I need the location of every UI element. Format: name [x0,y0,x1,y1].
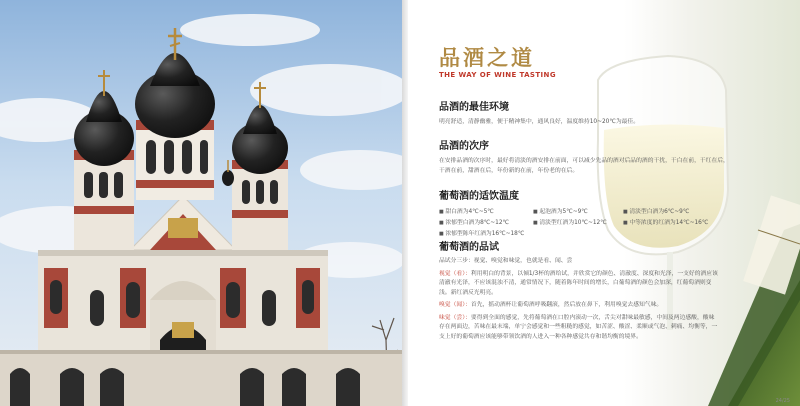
tasting-step-smell [439,301,719,311]
step-label: 嗅觉（闻）： [439,302,471,308]
step-label: 味觉（尝）： [439,314,471,321]
wine-tasting-page [408,0,800,406]
page-title: 品酒之道 [439,45,535,70]
temperature-item: ■ 甜白酒为4℃~5℃ [439,206,531,215]
temperature-item: ■ 浓郁型陈年红酒为16℃~18℃ [439,228,531,237]
section-text: 在安排品酒的次序时，最好将清淡的酒安排在前面，可以减少先品的酒对后品的酒的干扰，干白在前，干红在后，干酒在前，甜酒在后，年份新的在前，年份老的在后。 [439,158,729,174]
section-heading: 品酒的次序 [439,141,489,152]
temperature-item: ■ 清淡型白酒为6℃~9℃ [623,206,723,215]
page-number: 24/25 [775,398,790,404]
section-tasting [439,238,719,345]
section-order [439,137,729,176]
section-heading: 品酒的最佳环境 [439,102,509,113]
temperature-item: ■ 中等浓度的红酒为14℃~16℃ [623,217,723,226]
section-heading: 葡萄酒的品试 [439,242,499,253]
temperature-item: ■ 清淡型红酒为10℃~12℃ [533,217,621,226]
page-subtitle: THE WAY OF WINE TASTING [439,71,556,79]
step-text: 利用明白的背景，以倾1/3杯的酒给试，并欣赏它的颜色、清澈度、深度和光泽，一支好的酒应该清澈有光泽，不应该混浊不清，通常情况下，随着陈年时间的增长，白葡萄酒的颜色会加深，红葡萄酒则变浅。新红酒反光明亮。 [439,270,718,296]
temperature-list [439,206,723,237]
section-temperature [439,187,723,237]
tasting-step-taste [439,314,719,343]
step-text: 首先，摇动酒杯让葡萄酒呼吸翻滚，然后放在鼻下，利用嗅觉去感知气味。 [470,302,663,308]
temperature-item: ■ 浓郁型白酒为8℃~12℃ [439,217,531,226]
tasting-intro: 品试分三步：视觉、嗅觉和味觉，也就是看、闻、尝 [439,258,573,264]
section-heading: 葡萄酒的适饮温度 [439,191,519,202]
section-text: 明亮舒适，清静幽雅，便于精神集中，通风良好，温度维持10~20℃为最佳。 [439,119,640,125]
temperature-item: ■ 起泡酒为5℃~9℃ [533,206,621,215]
tasting-step-sight [439,270,719,299]
step-text: 要得到全面的感觉，先将葡萄酒在口腔内滚动一次，舌尖对甜味最敏感，中间及两边感酸，酸味存在两面边，苦味在最末端，单宁会感觉和一些粗糙的感觉，如苦涩、酸涩、柔顺或气泡、刺痛、均衡等，一支上好的葡萄酒应该能够带领饮酒的人进入一种各种感觉共存和谐均衡的境界。 [439,314,718,340]
step-label: 视觉（看）： [439,270,471,277]
section-environment [439,98,639,127]
